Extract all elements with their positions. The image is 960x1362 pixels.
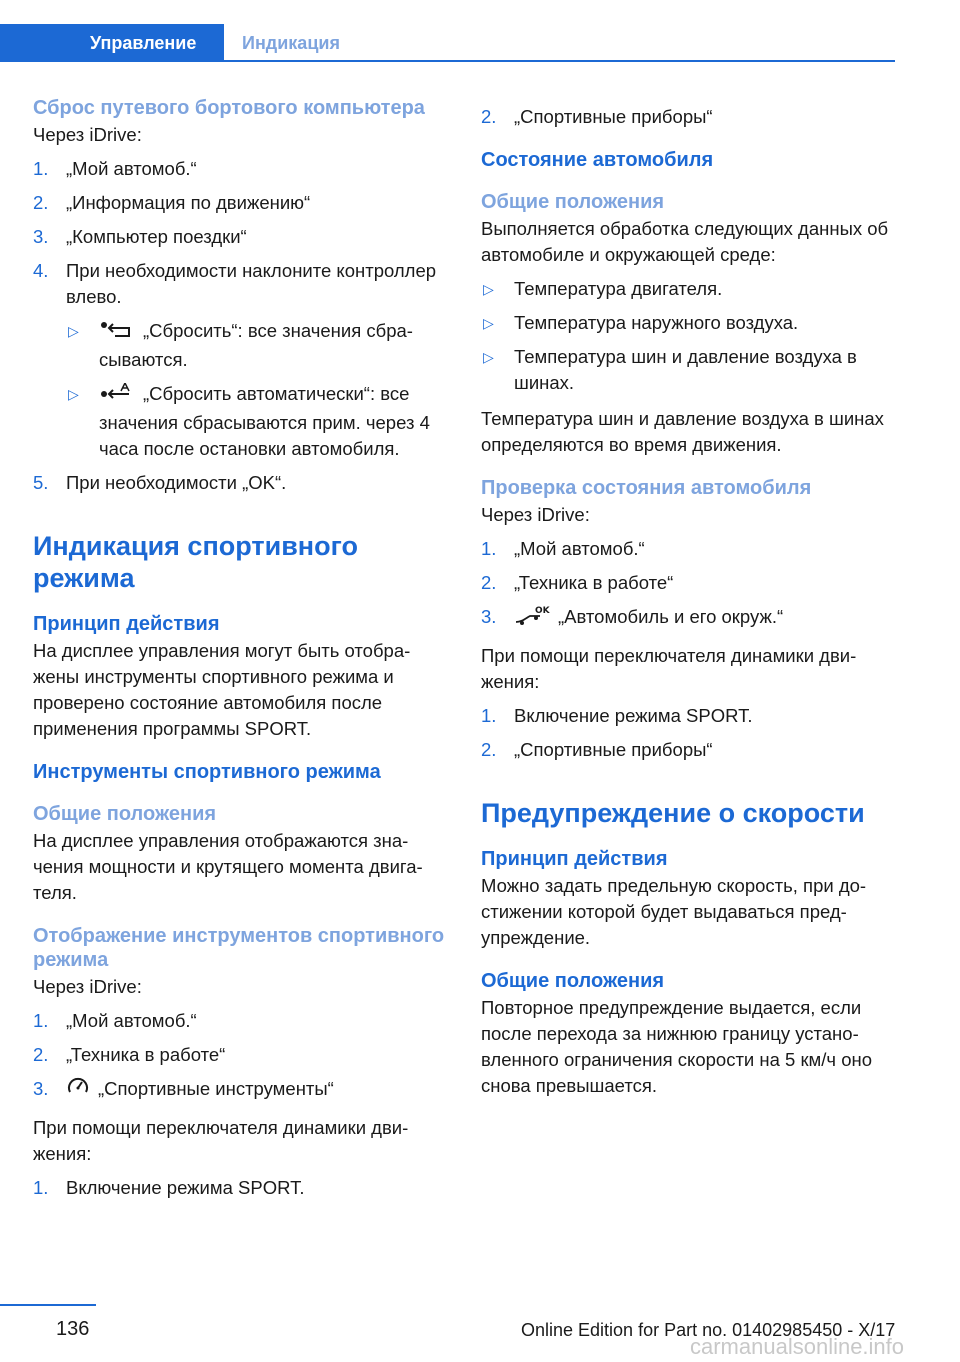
footer-divider [0,1304,96,1306]
display-steps-list [33,1008,448,1105]
check-switch-text: При помощи переключателя динамики движения: [481,645,857,692]
list-item: 3. OK „Автомобиль и его окруж.“ [481,604,901,633]
list-item: 2. „Информация по движению“ [33,192,311,213]
car-ok-icon [514,604,550,633]
list-item: 2. „Спортивные приборы“ [481,106,713,127]
check-via-text: Через iDrive: [481,504,590,525]
list-item: 1. Включение режима SPORT. [481,705,753,726]
list-item: 1. „Мой автомоб.“ [33,1010,197,1031]
speed-warning-title: Предупреждение о скорости [481,798,865,828]
check-switch-steps-list [481,703,901,763]
gauge-icon [66,1076,90,1105]
edition-text: Online Edition for Part no. 01402985450 - X/17 [521,1320,896,1340]
list-item: 1. „Мой автомоб.“ [481,538,645,559]
reset-sub-list [66,318,448,462]
state-bullets-list [481,276,901,396]
continued-steps-list [481,104,901,130]
state-title: Состояние автомобиля [481,149,714,171]
display-via-text: Через iDrive: [33,976,142,997]
display-title: Отображение инструментов спортивного режима [33,925,445,971]
step-text: „Техника в работе“ [514,572,674,593]
reset-section-title: Сброс путевого бортового компьютера [33,97,425,119]
reset-icon [99,320,135,347]
instruments-title: Инструменты спортивного режима [33,761,381,783]
check-title: Проверка состояния автомобиля [481,477,812,499]
page-number: 136 [56,1318,90,1340]
reset-auto-icon [99,383,135,410]
step-text: Включение режима SPORT. [514,705,753,726]
tab-indikatsiya[interactable]: Индикация [242,33,340,53]
step-text: „Техника в работе“ [66,1044,226,1065]
list-item: ▷ Температура двигателя. [483,278,723,299]
step-text: „Спортивные инструменты“ [98,1078,334,1099]
switch-text: При помощи переключателя динамики движения: [33,1117,409,1164]
general-text: На дисплее управления отображаются значения мощности и крутящего момента двигателя. [33,830,423,903]
sub-text: „Сбросить“: все значения сбрасываются. [99,320,413,370]
state-general-title: Общие положения [481,191,665,213]
step-text: Включение режима SPORT. [66,1177,305,1198]
step-text: При необходимости наклоните контроллер влево. [66,260,437,307]
general-title: Общие положения [33,803,217,825]
list-item: ▷ „Сбросить“: все значения сбрасываются. [68,320,413,370]
step-text: „Спортивные приборы“ [514,106,713,127]
warn-general-text: Повторное предупреждение выдается, если после перехода за нижнюю границу установленного ограничения скорости на 5 км/ч оно снова превышается. [481,997,872,1096]
principle-text: На дисплее управления могут быть отображены инструменты спортивного режима и проверено состояние автомобиля после применения программы SPORT. [33,640,411,739]
sport-display-title: Индикация спортивного режима [33,531,358,593]
list-item: 4. При необходимости наклоните контроллер влево. ▷ „Сбросить“: все значения сбрасываются. ▷ „Сбросить автоматически“: все значения сбрасываются прим. через 4 часа после остановки автомобиля. [33,258,448,462]
bullet-text: Температура двигателя. [514,278,723,299]
switch-steps-list [33,1175,448,1201]
reset-steps-list [33,156,448,496]
state-general-text: Выполняется обработка следующих данных об автомобиле и окружающей среде: [481,218,889,265]
list-item: 2. „Техника в работе“ [33,1044,226,1065]
list-item: ▷ „Сбросить автоматически“: все значения сбрасываются прим. через 4 часа после остановки автомобиля. [68,383,430,459]
tire-text: Температура шин и давление воздуха в шинах определяются во время движения. [481,408,884,455]
list-item: ▷ Температура наружного воздуха. [483,312,799,333]
step-text: При необходимости „OK“. [66,472,287,493]
list-item: ▷ Температура шин и давление воздуха в шинах. [483,346,857,393]
list-item: 2. „Техника в работе“ [481,572,674,593]
list-item: 3. „Компьютер поездки“ [33,226,247,247]
list-item: 2. „Спортивные приборы“ [481,739,713,760]
step-text: „Мой автомоб.“ [514,538,645,559]
bullet-text: Температура шин и давление воздуха в шинах. [514,346,857,393]
check-steps-list [481,536,901,633]
principle-title: Принцип действия [33,613,220,635]
step-text: „Мой автомоб.“ [66,158,197,179]
warn-general-title: Общие положения [481,970,665,992]
svg-text:OK: OK [535,606,550,616]
step-text: „Информация по движению“ [66,192,311,213]
sub-text: „Сбросить автоматически“: все значения сбрасываются прим. через 4 часа после остановки автомобиля. [99,383,430,459]
warn-principle-text: Можно задать предельную скорость, при достижении которой будет выдаваться предупреждение. [481,875,867,948]
reset-via-text: Через iDrive: [33,124,142,145]
step-text: „Автомобиль и его окруж.“ [558,606,784,627]
bullet-text: Температура наружного воздуха. [514,312,799,333]
tab-upravlenie[interactable]: Управление [0,24,224,60]
step-text: „Компьютер поездки“ [66,226,247,247]
list-item: 1. „Мой автомоб.“ [33,158,197,179]
warn-principle-title: Принцип действия [481,848,668,870]
step-text: „Спортивные приборы“ [514,739,713,760]
list-item: 3. „Спортивные инструменты“ [33,1076,448,1105]
left-column [33,96,448,1211]
list-item: 1. Включение режима SPORT. [33,1177,305,1198]
step-text: „Мой автомоб.“ [66,1010,197,1031]
right-column [481,96,901,1099]
header-tabs [0,24,895,62]
watermark: carmanualsonline.info [690,1334,905,1359]
list-item: 5. При необходимости „OK“. [33,472,287,493]
